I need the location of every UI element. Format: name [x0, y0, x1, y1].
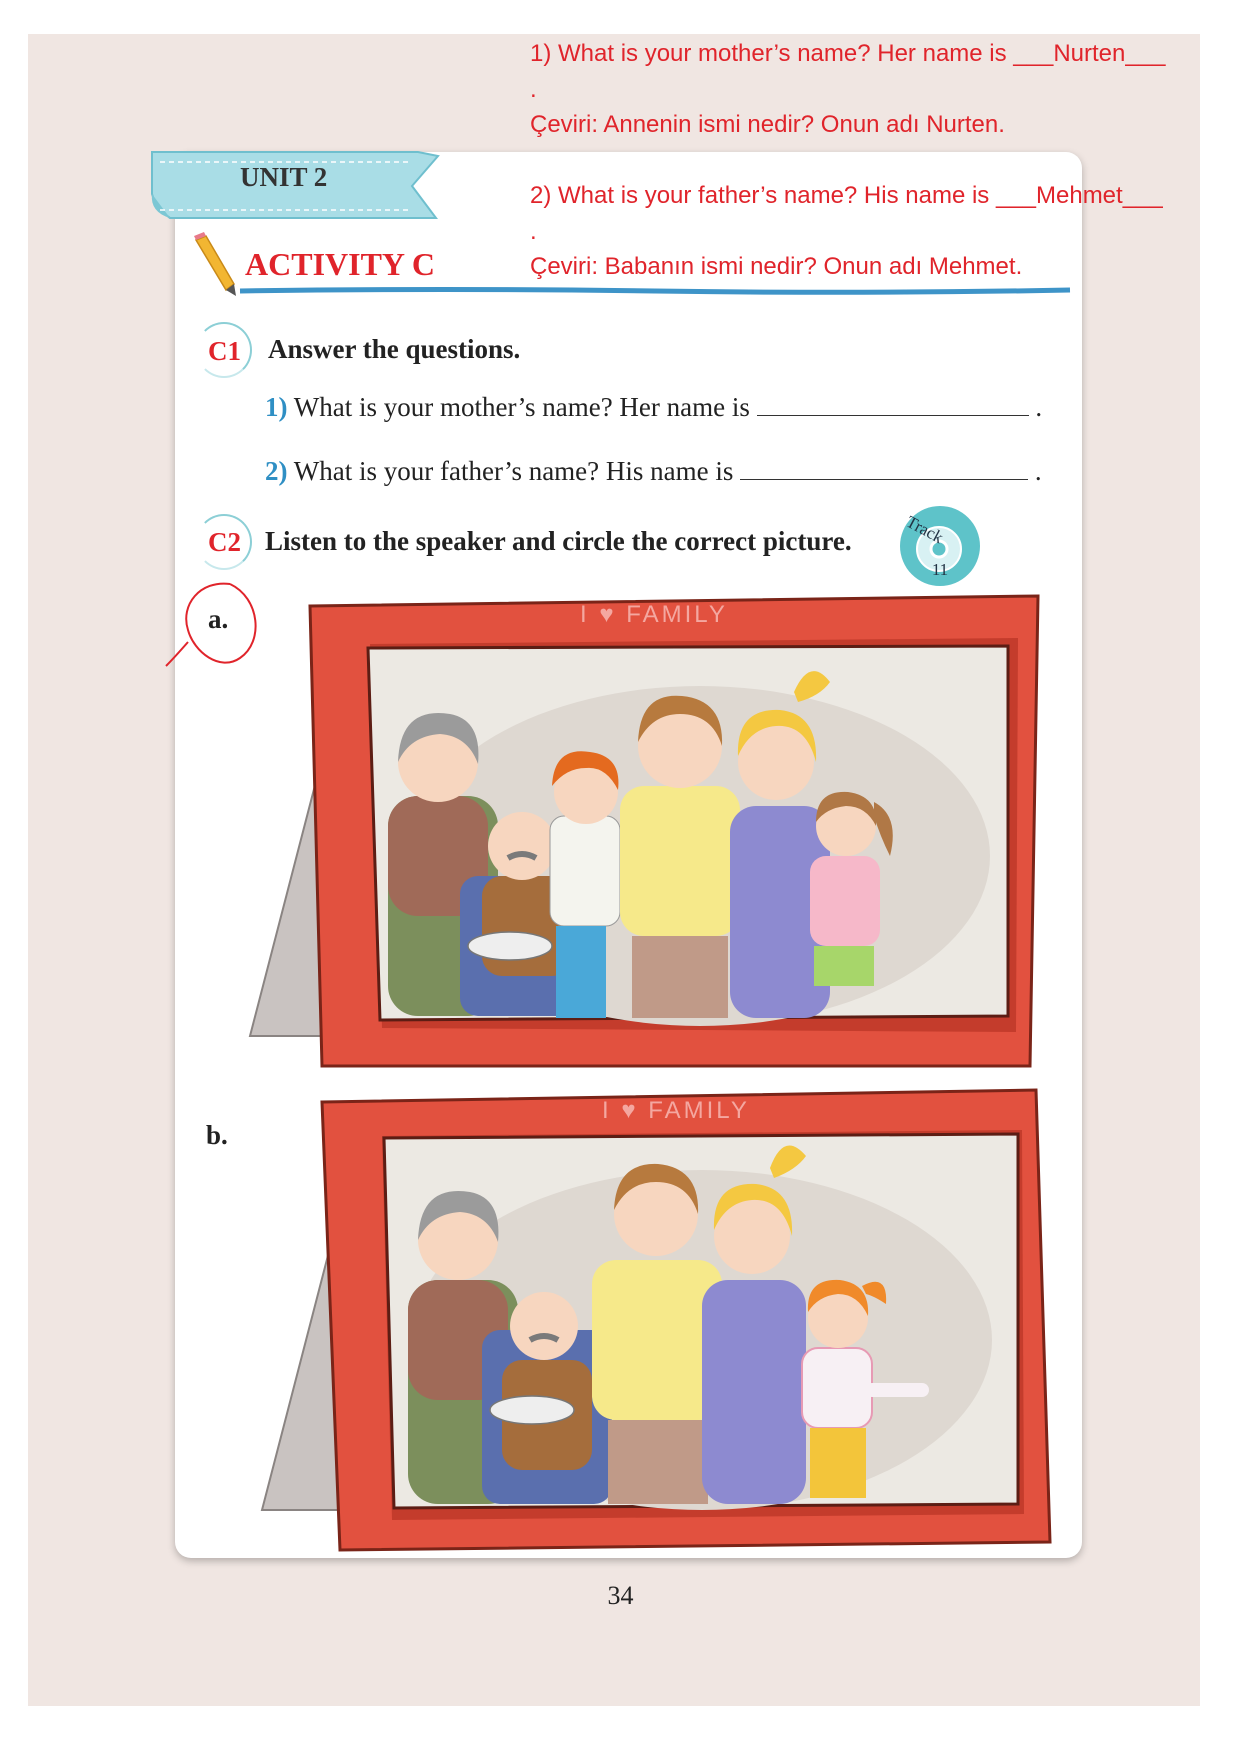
annotation-q1-translation: Çeviri: Annenin ismi nedir? Onun adı Nurten.: [530, 111, 1005, 138]
annotation-q2-translation: Çeviri: Babanın ismi nedir? Onun adı Mehmet.: [530, 253, 1023, 280]
picture-b-label: b.: [206, 1120, 228, 1150]
track-number: 11: [931, 560, 949, 579]
c2-badge: C2: [208, 527, 241, 557]
annotation-q2-dot: .: [530, 218, 537, 245]
family-picture-b[interactable]: [262, 1090, 1062, 1552]
c2-instruction: Listen to the speaker and circle the correct picture.: [265, 526, 852, 556]
c1-badge: C1: [208, 336, 241, 366]
question-1-end: .: [1035, 392, 1043, 422]
annotation-q1-dot: .: [530, 76, 537, 103]
unit-title: UNIT 2: [240, 162, 328, 192]
annotation-q1-answer: 1) What is your mother’s name? Her name is ___Nurten___: [530, 40, 1166, 67]
question-1: [265, 392, 1042, 423]
question-2-end: .: [1034, 456, 1042, 486]
question-1-text: What is your mother’s name? Her name is: [293, 392, 750, 422]
activity-underline: [240, 288, 1070, 294]
question-1-blank[interactable]: [757, 393, 1029, 416]
question-2-number: 2): [265, 456, 288, 486]
family-picture-a[interactable]: [250, 596, 1080, 1076]
question-2-blank[interactable]: [740, 457, 1028, 480]
picture-a-label: a.: [208, 604, 229, 634]
track-badge[interactable]: [900, 506, 980, 586]
page-number: 34: [607, 1581, 634, 1610]
question-2-text: What is your father’s name? His name is: [293, 456, 734, 486]
activity-title: ACTIVITY C: [245, 246, 435, 282]
annotation-q2-answer: 2) What is your father’s name? His name is ___Mehmet___: [530, 182, 1163, 209]
track-label: Track: [903, 512, 947, 548]
frame-caption-a: I ♥ FAMILY: [580, 601, 728, 628]
c1-instruction: Answer the questions.: [268, 334, 521, 364]
question-1-number: 1): [265, 392, 288, 422]
question-2: [265, 456, 1042, 487]
frame-caption-b: I ♥ FAMILY: [602, 1097, 750, 1124]
pencil-icon: [192, 236, 238, 296]
